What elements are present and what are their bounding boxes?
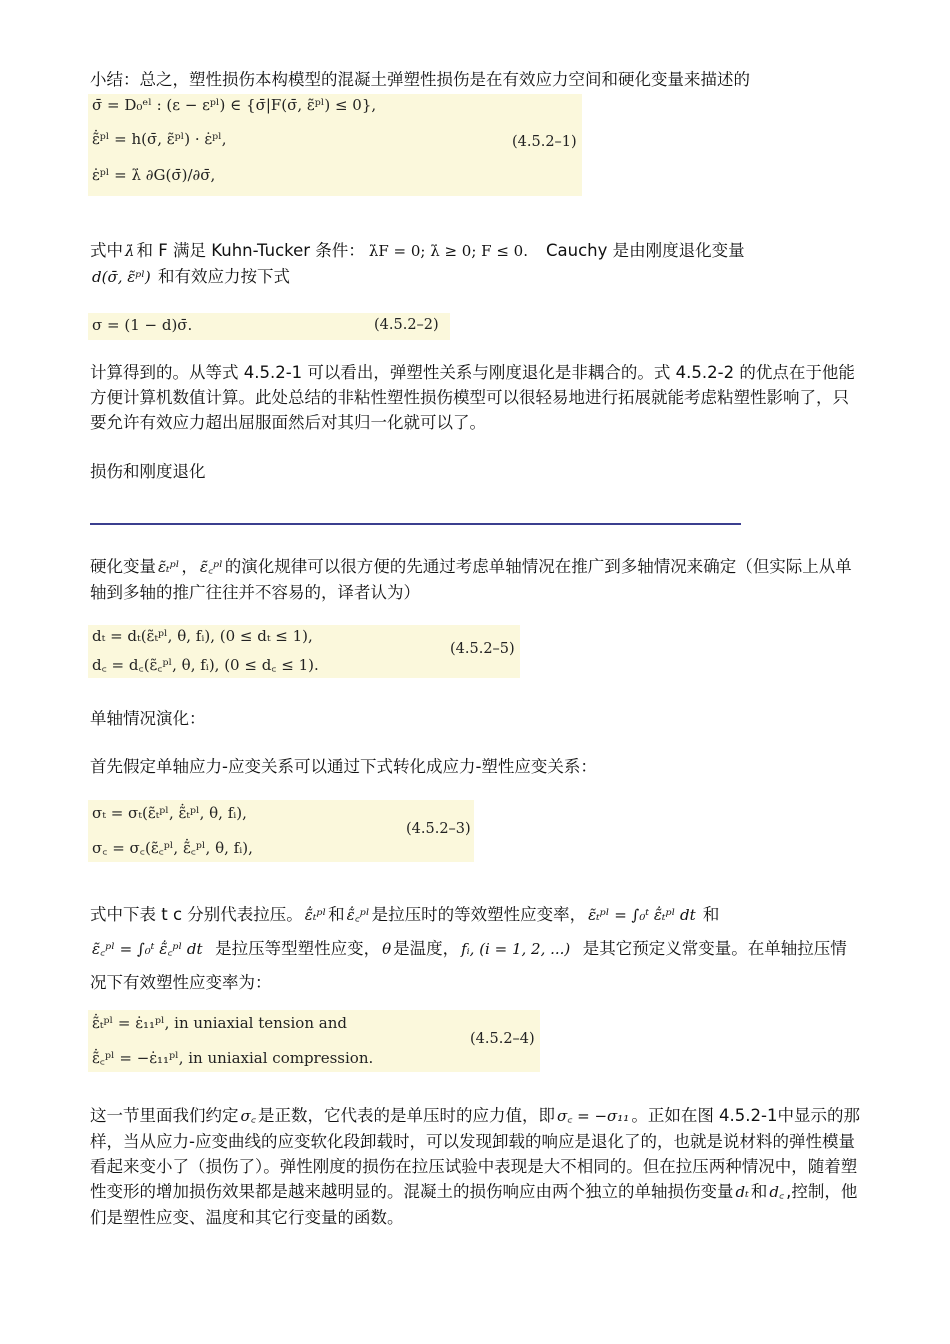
text: 是其它预定义常变量。在单轴拉压情况下有效塑性应变率为： [90,939,847,992]
integral-compression: ε̃꜀ᵖˡ = ∫₀ᵗ ε̃̇꜀ᵖˡ dt [92,940,203,958]
text: 和有效应力按下式 [158,267,291,286]
text: 是拉压时的等效塑性应变率， [371,905,587,924]
text: 的演化规律可以很方便的先通过考虑单轴情况在推广到多轴情况来确定（但实际上从单轴到多轴的推广往往并不容易的，译者认为） [90,557,852,602]
text: 式中 [90,241,123,260]
text: 是拉压等型塑性应变， [215,939,381,958]
subscript-paragraph [90,898,860,1000]
text: 和 [750,1182,768,1201]
damage-variable-compression: d꜀ [769,1183,785,1201]
text: 是温度， [393,939,460,958]
equation-line: σ̄ = D₀ᵉˡ : (ε − εᵖˡ) ∈ {σ̄|F(σ̄, ε̃ᵖˡ) ≤ 0}, [92,96,377,114]
text: Cauchy 是由刚度退化变量 [546,241,745,260]
damage-variable-tension: dₜ [735,1183,749,1201]
equation-line: dₜ = dₜ(ε̃ₜᵖˡ, θ, fᵢ), (0 ≤ dₜ ≤ 1), [92,627,313,645]
equation-line: d꜀ = d꜀(ε̃꜀ᵖˡ, θ, fᵢ), (0 ≤ d꜀ ≤ 1). [92,656,319,674]
equation-4-5-2-4 [88,1010,540,1072]
text: 式中下表 t c 分别代表拉压。 [90,905,303,924]
kuhn-tucker-conditions: λ̇F = 0; λ̇ ≥ 0; F ≤ 0. [368,242,528,260]
predefined-variables: fᵢ, (i = 1, 2, ...) [461,940,571,958]
equation-line: ε̃̇ᵖˡ = h(σ̄, ε̃ᵖˡ) · ε̇ᵖˡ, [92,130,227,148]
equation-4-5-2-1 [88,94,582,196]
equation-line: ε̃̇ₜᵖˡ = ε̇₁₁ᵖˡ, in uniaxial tension and [92,1014,347,1032]
text: 硬化变量 [90,557,156,576]
equation-4-5-2-5 [88,625,520,678]
horizontal-divider [90,523,741,525]
summary-intro: 小结：总之，塑性损伤本构模型的混凝土弹塑性损伤是在有效应力空间和硬化变量来描述的 [90,70,750,89]
text: ， [181,557,198,576]
uniaxial-intro: 首先假定单轴应力-应变关系可以通过下式转化成应力-塑性应变关系： [90,757,597,776]
equation-line: σₜ = σₜ(ε̃ₜᵖˡ, ε̃̇ₜᵖˡ, θ, fᵢ), [92,804,247,822]
final-paragraph [90,1103,860,1230]
integral-tension: ε̃ₜᵖˡ = ∫₀ᵗ ε̃̇ₜᵖˡ dt [588,906,696,924]
rate-tension: ε̃̇ₜᵖˡ [304,906,327,924]
text: ,控制，他们是塑性应变、温度和其它行变量的函数。 [90,1182,858,1227]
text: 和 [328,905,345,924]
explanation-paragraph: 计算得到的。从等式 4.5.2-1 可以看出，弹塑性关系与刚度退化是非耦合的。式 4.5.2-2 的优点在于他能方便计算机数值计算。此处总结的非粘性塑性损伤模型可以很轻易地进行拓展就能考虑粘塑性影响了，只要允许有效应力超出屈服面然后对其归一化就可以了。 [90,363,855,432]
damage-variable: d(σ̄, ε̃ᵖˡ) [92,268,151,286]
equation-number: (4.5.2–5) [450,641,515,657]
text: 和 [702,905,720,924]
equation-number: (4.5.2–4) [470,1031,535,1047]
hardening-var-compression: ε̃꜀ᵖˡ [199,558,223,576]
equation-4-5-2-3 [88,800,474,862]
rate-compression: ε̃̇꜀ᵖˡ [346,906,370,924]
text: 和 F 满足 Kuhn-Tucker 条件： [136,241,365,260]
equation-line: ε̃̇꜀ᵖˡ = −ε̇₁₁ᵖˡ, in uniaxial compression. [92,1049,374,1067]
sigma-relation: σ꜀ = −σ₁₁ [556,1107,630,1125]
lambda-symbol: λ̇ [125,242,135,260]
equation-number: (4.5.2–1) [512,134,577,150]
theta-symbol: θ [382,940,392,958]
equation-line: ε̇ᵖˡ = λ̇ ∂G(σ̄)/∂σ̄, [92,166,216,184]
text: 是正数，它代表的是单压时的应力值，即 [257,1106,555,1125]
equation-line: σ = (1 − d)σ̄. [92,316,193,334]
kuhn-tucker-paragraph [90,238,880,290]
equation-number: (4.5.2–2) [374,317,439,333]
text: 这一节里面我们约定 [90,1106,239,1125]
hardening-paragraph [90,554,865,605]
text: 。正如在图 4.5.2-1中显示的那样，当从应力-应变曲线的应变软化段卸载时，可以发现卸载的响应是退化了的，也就是说材料的弹性模量看起来变小了（损伤了）。弹性刚度的损伤在拉压试验中表现是大不相同的。但在拉压两种情况中，随着塑性变形的增加损伤效果都是越来越明显的。混凝土的损伤响应由两个独立的单轴损伤变量 [90,1106,860,1201]
sigma-c-symbol: σ꜀ [240,1107,256,1125]
equation-line: σ꜀ = σ꜀(ε̃꜀ᵖˡ, ε̃̇꜀ᵖˡ, θ, fᵢ), [92,839,253,857]
hardening-var-tension: ε̃ₜᵖˡ [158,558,180,576]
section-heading: 损伤和刚度退化 [90,462,206,481]
equation-number: (4.5.2–3) [406,821,471,837]
uniaxial-heading: 单轴情况演化： [90,709,206,728]
equation-4-5-2-2 [88,313,450,340]
